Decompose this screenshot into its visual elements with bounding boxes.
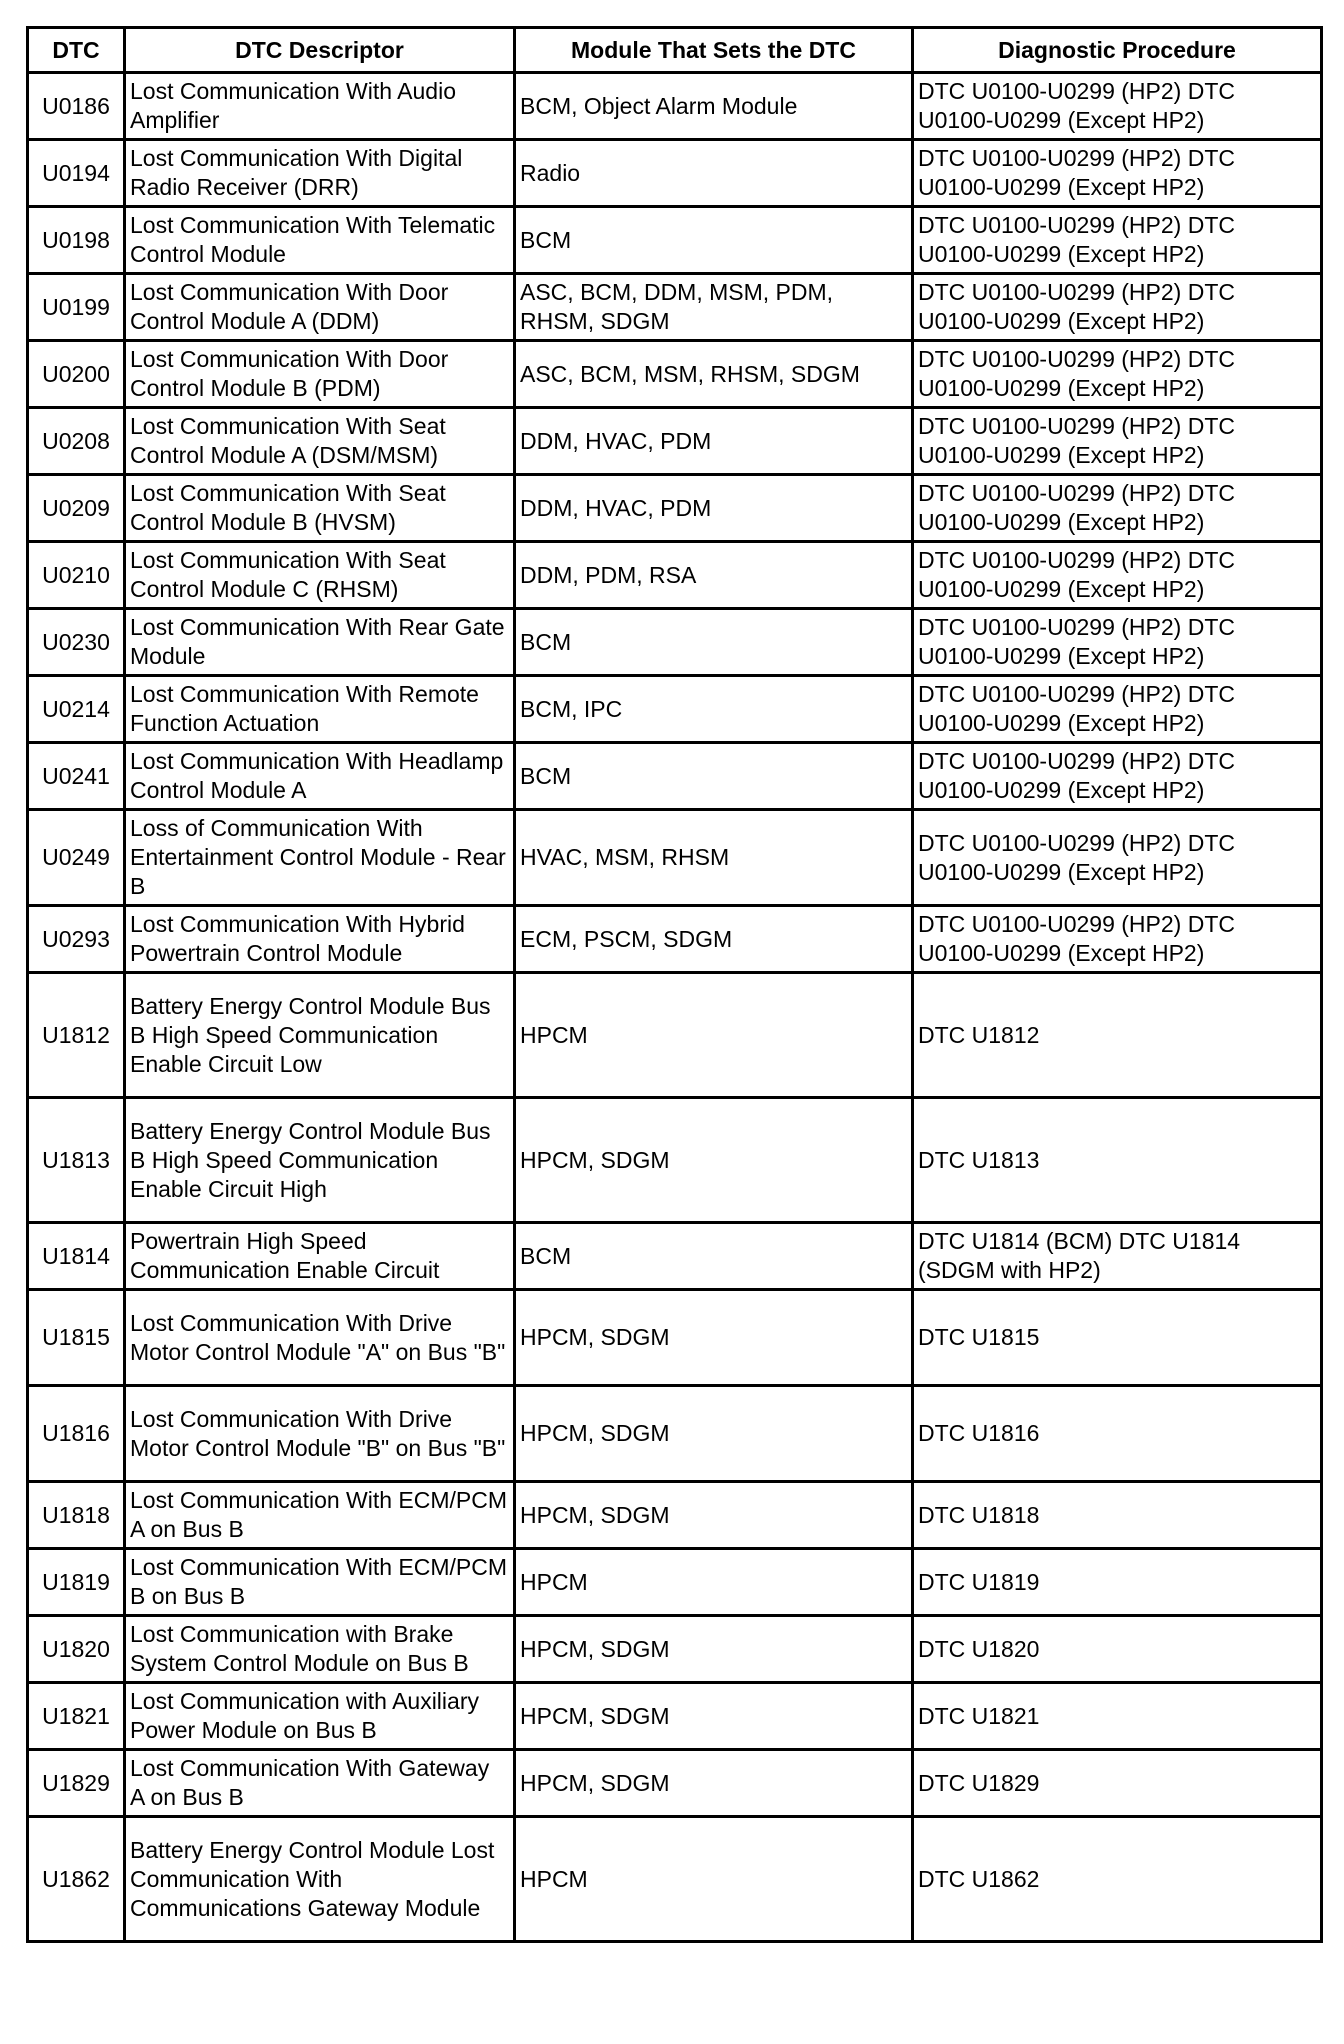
diagnostic-procedure: DTC U0100-U0299 (HP2) DTC U0100-U0299 (Except HP2) xyxy=(913,609,1322,676)
diagnostic-procedure: DTC U0100-U0299 (HP2) DTC U0100-U0299 (Except HP2) xyxy=(913,73,1322,140)
diagnostic-procedure: DTC U1862 xyxy=(913,1817,1322,1942)
table-row xyxy=(28,207,1322,274)
dtc-code: U1818 xyxy=(28,1482,125,1549)
dtc-descriptor: Lost Communication With Seat Control Module C (RHSM) xyxy=(125,542,515,609)
setting-module: HPCM, SDGM xyxy=(515,1616,913,1683)
dtc-code: U0200 xyxy=(28,341,125,408)
diagnostic-procedure: DTC U0100-U0299 (HP2) DTC U0100-U0299 (Except HP2) xyxy=(913,475,1322,542)
table-row xyxy=(28,743,1322,810)
dtc-descriptor: Lost Communication With Door Control Module B (PDM) xyxy=(125,341,515,408)
table-row xyxy=(28,475,1322,542)
table-row xyxy=(28,906,1322,973)
diagnostic-procedure: DTC U1829 xyxy=(913,1750,1322,1817)
dtc-code: U1813 xyxy=(28,1098,125,1223)
setting-module: DDM, HVAC, PDM xyxy=(515,408,913,475)
diagnostic-procedure: DTC U0100-U0299 (HP2) DTC U0100-U0299 (Except HP2) xyxy=(913,743,1322,810)
dtc-descriptor: Battery Energy Control Module Bus B High Speed Communication Enable Circuit Low xyxy=(125,973,515,1098)
dtc-table xyxy=(26,26,1323,1943)
table-row xyxy=(28,140,1322,207)
table-body xyxy=(28,73,1322,1942)
setting-module: HVAC, MSM, RHSM xyxy=(515,810,913,906)
dtc-descriptor: Loss of Communication With Entertainment Control Module - Rear B xyxy=(125,810,515,906)
dtc-descriptor: Lost Communication with Brake System Control Module on Bus B xyxy=(125,1616,515,1683)
setting-module: HPCM, SDGM xyxy=(515,1482,913,1549)
table-row xyxy=(28,341,1322,408)
dtc-code: U1816 xyxy=(28,1386,125,1482)
dtc-code: U0209 xyxy=(28,475,125,542)
setting-module: ECM, PSCM, SDGM xyxy=(515,906,913,973)
diagnostic-procedure: DTC U0100-U0299 (HP2) DTC U0100-U0299 (Except HP2) xyxy=(913,810,1322,906)
table-row xyxy=(28,542,1322,609)
diagnostic-procedure: DTC U1812 xyxy=(913,973,1322,1098)
diagnostic-procedure: DTC U1819 xyxy=(913,1549,1322,1616)
setting-module: HPCM, SDGM xyxy=(515,1386,913,1482)
table-row xyxy=(28,1098,1322,1223)
dtc-descriptor: Lost Communication With Remote Function Actuation xyxy=(125,676,515,743)
dtc-descriptor: Lost Communication With Seat Control Module B (HVSM) xyxy=(125,475,515,542)
table-row xyxy=(28,1290,1322,1386)
diagnostic-procedure: DTC U1818 xyxy=(913,1482,1322,1549)
setting-module: HPCM xyxy=(515,1549,913,1616)
diagnostic-procedure: DTC U1821 xyxy=(913,1683,1322,1750)
table-row xyxy=(28,810,1322,906)
table-row xyxy=(28,73,1322,140)
dtc-descriptor: Powertrain High Speed Communication Enable Circuit xyxy=(125,1223,515,1290)
dtc-code: U0293 xyxy=(28,906,125,973)
header-diagnostic-procedure: Diagnostic Procedure xyxy=(913,28,1322,73)
setting-module: DDM, HVAC, PDM xyxy=(515,475,913,542)
dtc-code: U0230 xyxy=(28,609,125,676)
dtc-code: U0194 xyxy=(28,140,125,207)
dtc-descriptor: Lost Communication With Headlamp Control Module A xyxy=(125,743,515,810)
table-row xyxy=(28,1683,1322,1750)
dtc-code: U0249 xyxy=(28,810,125,906)
table-row xyxy=(28,1616,1322,1683)
dtc-descriptor: Lost Communication With Drive Motor Control Module "B" on Bus "B" xyxy=(125,1386,515,1482)
dtc-descriptor: Lost Communication With Hybrid Powertrain Control Module xyxy=(125,906,515,973)
dtc-descriptor: Lost Communication With Telematic Control Module xyxy=(125,207,515,274)
header-row xyxy=(28,28,1322,73)
table-row xyxy=(28,1549,1322,1616)
dtc-code: U1862 xyxy=(28,1817,125,1942)
dtc-code: U1814 xyxy=(28,1223,125,1290)
setting-module: BCM, IPC xyxy=(515,676,913,743)
dtc-descriptor: Lost Communication With ECM/PCM A on Bus B xyxy=(125,1482,515,1549)
table-row xyxy=(28,408,1322,475)
dtc-code: U1815 xyxy=(28,1290,125,1386)
dtc-descriptor: Lost Communication With Audio Amplifier xyxy=(125,73,515,140)
setting-module: BCM xyxy=(515,1223,913,1290)
header-dtc: DTC xyxy=(28,28,125,73)
diagnostic-procedure: DTC U1813 xyxy=(913,1098,1322,1223)
dtc-code: U0208 xyxy=(28,408,125,475)
dtc-code: U0198 xyxy=(28,207,125,274)
setting-module: HPCM xyxy=(515,1817,913,1942)
table-row xyxy=(28,973,1322,1098)
diagnostic-procedure: DTC U0100-U0299 (HP2) DTC U0100-U0299 (Except HP2) xyxy=(913,542,1322,609)
dtc-code: U1820 xyxy=(28,1616,125,1683)
dtc-descriptor: Battery Energy Control Module Bus B High Speed Communication Enable Circuit High xyxy=(125,1098,515,1223)
header-module: Module That Sets the DTC xyxy=(515,28,913,73)
diagnostic-procedure: DTC U1815 xyxy=(913,1290,1322,1386)
table-row xyxy=(28,609,1322,676)
diagnostic-procedure: DTC U0100-U0299 (HP2) DTC U0100-U0299 (Except HP2) xyxy=(913,274,1322,341)
diagnostic-procedure: DTC U1814 (BCM) DTC U1814 (SDGM with HP2) xyxy=(913,1223,1322,1290)
table-row xyxy=(28,1482,1322,1549)
header-dtc-descriptor: DTC Descriptor xyxy=(125,28,515,73)
diagnostic-procedure: DTC U1816 xyxy=(913,1386,1322,1482)
setting-module: ASC, BCM, DDM, MSM, PDM, RHSM, SDGM xyxy=(515,274,913,341)
diagnostic-procedure: DTC U0100-U0299 (HP2) DTC U0100-U0299 (Except HP2) xyxy=(913,906,1322,973)
setting-module: ASC, BCM, MSM, RHSM, SDGM xyxy=(515,341,913,408)
setting-module: HPCM, SDGM xyxy=(515,1098,913,1223)
dtc-code: U1812 xyxy=(28,973,125,1098)
setting-module: HPCM xyxy=(515,973,913,1098)
dtc-descriptor: Lost Communication With Gateway A on Bus B xyxy=(125,1750,515,1817)
dtc-descriptor: Battery Energy Control Module Lost Communication With Communications Gateway Module xyxy=(125,1817,515,1942)
setting-module: DDM, PDM, RSA xyxy=(515,542,913,609)
setting-module: BCM, Object Alarm Module xyxy=(515,73,913,140)
dtc-descriptor: Lost Communication With Rear Gate Module xyxy=(125,609,515,676)
setting-module: HPCM, SDGM xyxy=(515,1683,913,1750)
dtc-code: U1819 xyxy=(28,1549,125,1616)
setting-module: HPCM, SDGM xyxy=(515,1750,913,1817)
dtc-code: U0241 xyxy=(28,743,125,810)
table-row xyxy=(28,1817,1322,1942)
diagnostic-procedure: DTC U0100-U0299 (HP2) DTC U0100-U0299 (Except HP2) xyxy=(913,676,1322,743)
diagnostic-procedure: DTC U0100-U0299 (HP2) DTC U0100-U0299 (Except HP2) xyxy=(913,408,1322,475)
diagnostic-procedure: DTC U0100-U0299 (HP2) DTC U0100-U0299 (Except HP2) xyxy=(913,140,1322,207)
table-row xyxy=(28,1386,1322,1482)
dtc-descriptor: Lost Communication With Seat Control Module A (DSM/MSM) xyxy=(125,408,515,475)
dtc-code: U0210 xyxy=(28,542,125,609)
dtc-code: U1821 xyxy=(28,1683,125,1750)
dtc-code: U0199 xyxy=(28,274,125,341)
diagnostic-procedure: DTC U1820 xyxy=(913,1616,1322,1683)
dtc-code: U1829 xyxy=(28,1750,125,1817)
table-row xyxy=(28,1750,1322,1817)
diagnostic-procedure: DTC U0100-U0299 (HP2) DTC U0100-U0299 (Except HP2) xyxy=(913,207,1322,274)
table-header xyxy=(28,28,1322,73)
dtc-descriptor: Lost Communication With ECM/PCM B on Bus B xyxy=(125,1549,515,1616)
table-row xyxy=(28,274,1322,341)
setting-module: BCM xyxy=(515,609,913,676)
dtc-descriptor: Lost Communication with Auxiliary Power Module on Bus B xyxy=(125,1683,515,1750)
dtc-code: U0214 xyxy=(28,676,125,743)
table-row xyxy=(28,1223,1322,1290)
table-row xyxy=(28,676,1322,743)
setting-module: HPCM, SDGM xyxy=(515,1290,913,1386)
dtc-descriptor: Lost Communication With Door Control Module A (DDM) xyxy=(125,274,515,341)
dtc-descriptor: Lost Communication With Drive Motor Control Module "A" on Bus "B" xyxy=(125,1290,515,1386)
dtc-code: U0186 xyxy=(28,73,125,140)
setting-module: BCM xyxy=(515,207,913,274)
setting-module: Radio xyxy=(515,140,913,207)
setting-module: BCM xyxy=(515,743,913,810)
diagnostic-procedure: DTC U0100-U0299 (HP2) DTC U0100-U0299 (Except HP2) xyxy=(913,341,1322,408)
dtc-descriptor: Lost Communication With Digital Radio Receiver (DRR) xyxy=(125,140,515,207)
